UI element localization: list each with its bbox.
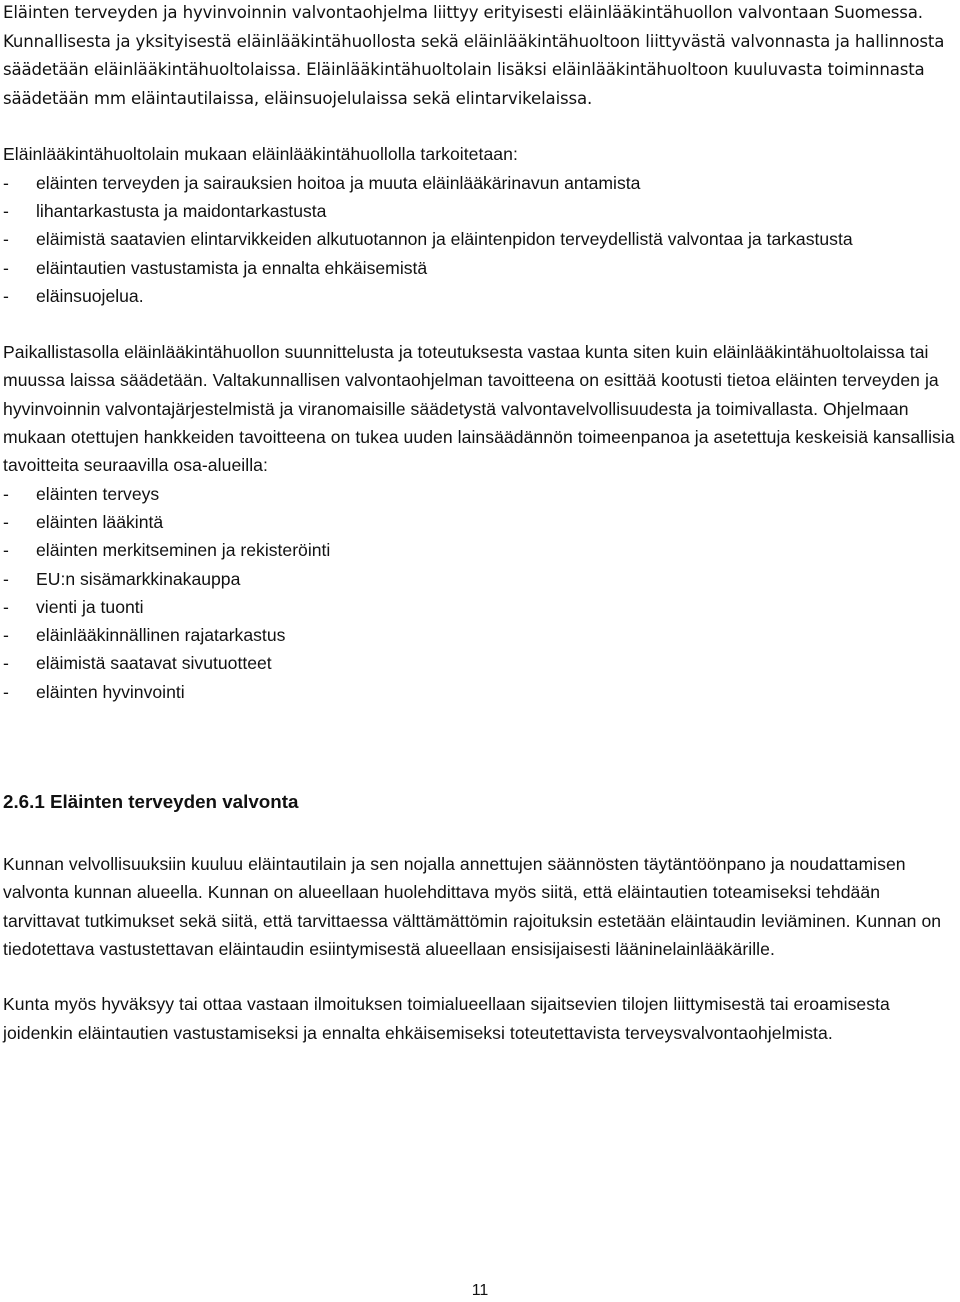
list-item: - vienti ja tuonti [3,596,144,617]
list-item: - eläinten lääkintä [3,511,164,532]
section-paragraph-1: Kunnan velvollisuuksiin kuuluu eläintautilain ja sen nojalla annettujen säännösten täytäntöönpano ja noudattamisen valvonta kunnan alueella. Kunnan on alueellaan huolehdittava myös siitä, että eläintautien toteamiseksi tehdään tarvittavat tutkimukset sekä siitä, että tarvittaessa välttämättömin rajoituksin estetään eläintaudin leviäminen. Kunnan on tiedotettava vastustettavan eläintaudin esiintymisestä alueellaan ensisijaisesti lääninelainlääkärille. [3,854,942,959]
document-page [3,0,957,1047]
page-number: 11 [471,1282,489,1299]
list-item: - eläinlääkinnällinen rajatarkastus [3,625,286,646]
list-item: - eläinsuojelua. [3,285,144,306]
list-item: - eläintautien vastustamista ja ennalta ehkäisemistä [3,257,428,278]
definition-lead: Eläinlääkintähuoltolain mukaan eläinlääkintähuollolla tarkoitetaan: [3,144,518,165]
section-heading: 2.6.1 Eläinten terveyden valvonta [3,791,299,813]
programme-paragraph: Paikallistasolla eläinlääkintähuollon suunnittelusta ja toteutuksesta vastaa kunta siten kuin eläinlääkintähuoltolaissa tai muussa laissa säädetään. Valtakunnallisen valvontaohjelman tavoitteena on esittää kootusti tietoa eläinten terveyden ja hyvinvoinnin valvontajärjestelmistä ja viranomaisille säädetystä valvontavelvollisuudesta ja toimivallasta. Ohjelmaan mukaan otettujen hankkeiden tavoitteena on tukea uuden lainsäädännön toimeenpanoa ja asetettuja keskeisiä kansallisia tavoitteita seuraavilla osa-alueilla: [3,342,955,476]
list-item: - eläimistä saatavien elintarvikkeiden alkutuotannon ja eläintenpidon terveydellistä valvontaa ja tarkastusta [3,229,853,250]
list-item: - eläinten hyvinvointi [3,681,185,702]
list-item: - eläinten terveys [3,483,160,504]
list-item: - eläinten terveyden ja sairauksien hoitoa ja muuta eläinlääkärinavun antamista [3,172,641,193]
list-item: - eläimistä saatavat sivutuotteet [3,653,272,674]
intro-paragraph: Eläinten terveyden ja hyvinvoinnin valvontaohjelma liittyy erityisesti eläinlääkintähuollon valvontaan Suomessa. Kunnallisesta ja yksityisestä eläinlääkintähuollosta sekä eläinlääkintähuoltoon liittyvästä valvonnasta ja hallinnosta säädetään eläinlääkintähuoltolaissa. Eläinlääkintähuoltolain lisäksi eläinlääkintähuoltoon kuuluvasta toiminnasta säädetään mm eläintautilaissa, eläinsuojelulaissa sekä elintarvikelaissa. [3,3,945,108]
list-item: - eläinten merkitseminen ja rekisteröinti [3,540,331,561]
programme-areas-list [3,480,957,706]
list-item: - EU:n sisämarkkinakauppa [3,568,241,589]
definition-list [3,169,957,310]
section-paragraph-2: Kunta myös hyväksyy tai ottaa vastaan ilmoituksen toimialueellaan sijaitsevien tilojen liittymisestä tai eroamisesta joidenkin eläintautien vastustamiseksi ja ennalta ehkäisemiseksi toteutettavista terveysvalvontaohjelmista. [3,994,890,1043]
list-item: - lihantarkastusta ja maidontarkastusta [3,200,327,221]
